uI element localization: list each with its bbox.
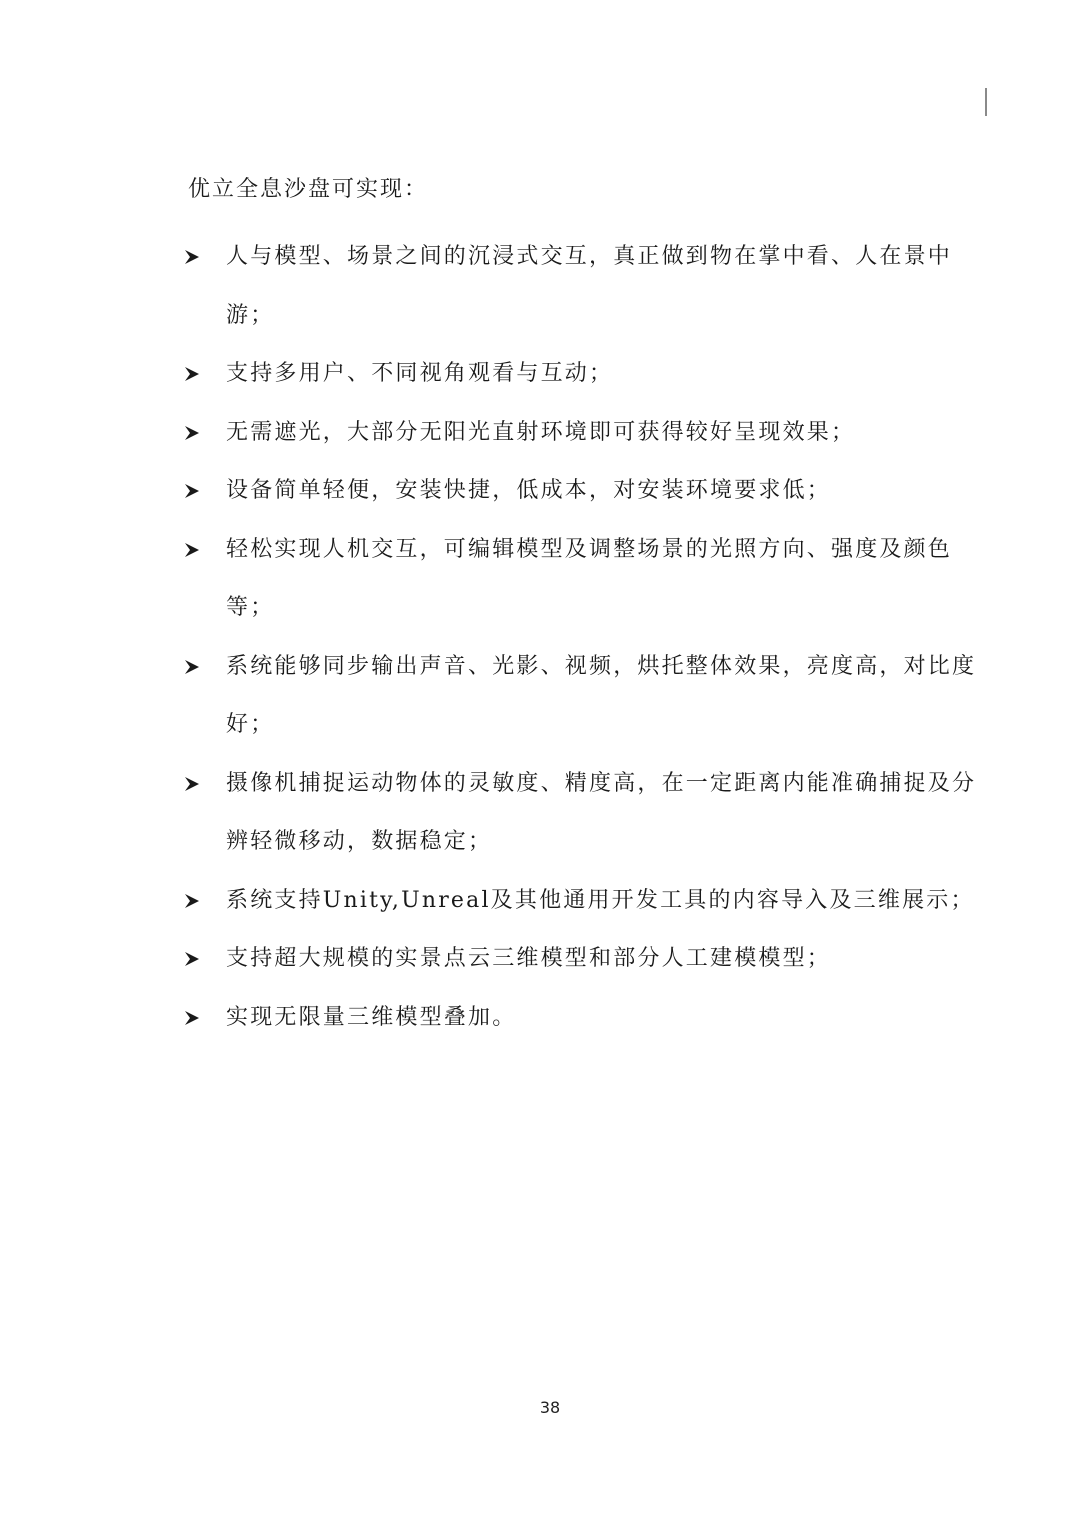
list-item-text: 系统能够同步输出声音、光影、视频，烘托整体效果，亮度高，对比度好；: [226, 653, 977, 737]
arrow-bullet-icon: [182, 521, 202, 580]
list-item: [180, 462, 980, 521]
list-item: [180, 228, 980, 345]
list-item: [180, 345, 980, 404]
page-number: 38: [539, 1398, 561, 1417]
list-item-text: 设备简单轻便，安装快捷，低成本，对安装环境要求低；: [226, 478, 832, 503]
list-item: [180, 521, 980, 638]
arrow-bullet-icon: [182, 462, 202, 521]
arrow-bullet-icon: [182, 404, 202, 463]
arrow-bullet-icon: [182, 755, 202, 814]
intro-text: 优立全息沙盘可实现：: [188, 177, 429, 202]
list-item-text: 无需遮光，大部分无阳光直射环境即可获得较好呈现效果；: [226, 419, 856, 445]
list-item: [180, 989, 980, 1048]
list-item-text: 系统支持Unity,Unreal及其他通用开发工具的内容导入及三维展示；: [226, 887, 975, 913]
list-item-text: 轻松实现人机交互，可编辑模型及调整场景的光照方向、强度及颜色等；: [226, 536, 953, 620]
list-item-text: 支持多用户、不同视角观看与互动；: [226, 361, 614, 386]
arrow-bullet-icon: [182, 638, 202, 697]
list-item: [180, 638, 980, 755]
list-item: [180, 872, 980, 931]
list-item-text: 支持超大规模的实景点云三维模型和部分人工建模模型；: [226, 946, 832, 971]
arrow-bullet-icon: [182, 989, 202, 1048]
header-divider: [985, 88, 987, 116]
feature-list: [180, 228, 980, 1047]
list-item-text: 实现无限量三维模型叠加。: [226, 1004, 517, 1030]
list-item: [180, 930, 980, 989]
arrow-bullet-icon: [182, 872, 202, 931]
arrow-bullet-icon: [182, 345, 202, 404]
list-item-text: 人与模型、场景之间的沉浸式交互，真正做到物在掌中看、人在景中游；: [226, 244, 953, 328]
arrow-bullet-icon: [182, 930, 202, 989]
list-item: [180, 755, 980, 872]
list-item-text: 摄像机捕捉运动物体的灵敏度、精度高，在一定距离内能准确捕捉及分辨轻微移动，数据稳定；: [226, 770, 977, 854]
arrow-bullet-icon: [182, 228, 202, 287]
list-item: [180, 404, 980, 463]
